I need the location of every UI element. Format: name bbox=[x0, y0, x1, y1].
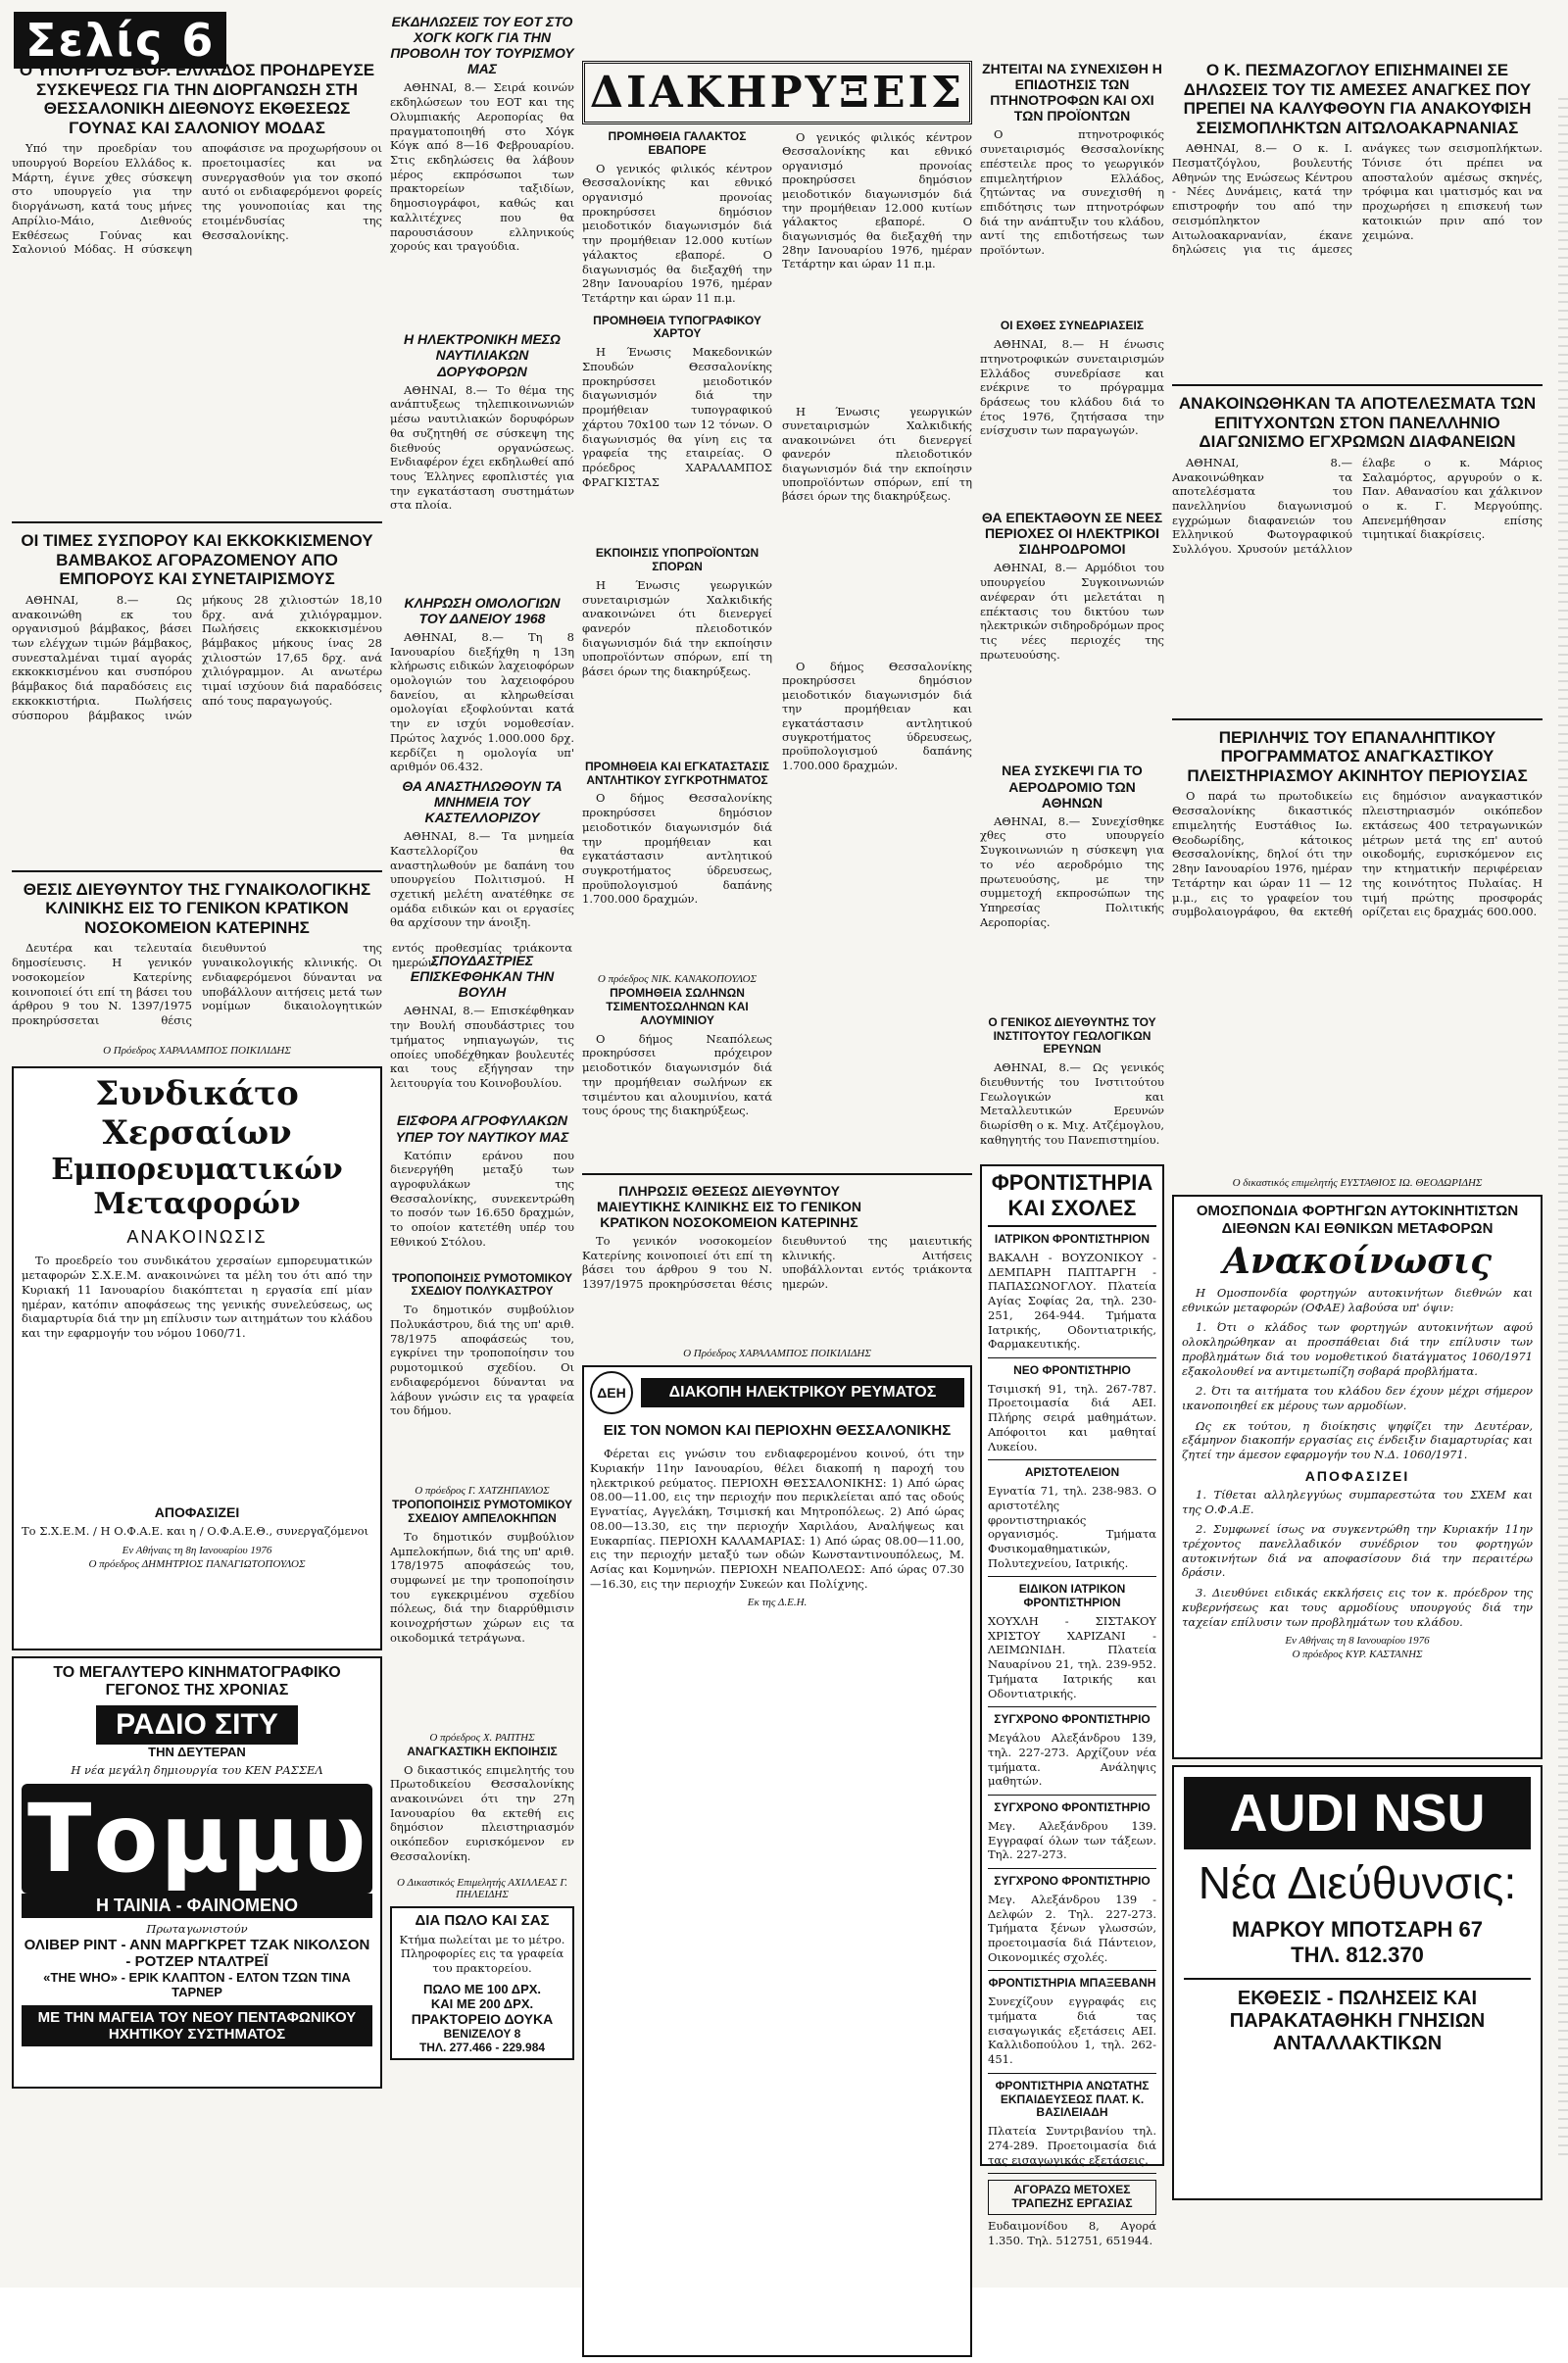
headline: ΘΕΣΙΣ ΔΙΕΥΘΥΝΤΟΥ ΤΗΣ ΓΥΝΑΙΚΟΛΟΓΙΚΗΣ ΚΛΙΝΙΚΗΣ ΕΙΣ ΤΟ ΓΕΝΙΚΟΝ ΚΡΑΤΙΚΟΝ ΝΟΣΟΚΟΜΕΙΟΝ ΚΑΤΕΡΙΝΗΣ bbox=[23, 879, 371, 937]
headline: ΠΛΗΡΩΣΙΣ ΘΕΣΕΩΣ ΔΙΕΥΘΥΝΤΟΥ ΜΑΙΕΥΤΙΚΗΣ ΚΛΙΝΙΚΗΣ ΕΙΣ ΤΟ ΓΕΝΙΚΟΝ ΚΡΑΤΙΚΟΝ ΝΟΣΟΚΟΜΕΙΟΝ ΚΑΤΕΡΙΝΗΣ bbox=[597, 1182, 861, 1230]
school-details: Μεγ. Αλεξάνδρου 139 - Δελφών 2. Τηλ. 227-273. Τμήματα ξένων γλωσσών, προετοιμασία διά Πάντειον, Οικονομικές σχολές. bbox=[988, 1892, 1156, 1964]
headline: ΤΡΟΠΟΠΟΙΗΣΙΣ ΡΥΜΟΤΟΜΙΚΟΥ ΣΧΕΔΙΟΥ ΑΜΠΕΛΟΚΗΠΩΝ bbox=[392, 1498, 572, 1525]
signature: Ο Πρόεδρος ΧΑΡΑΛΑΜΠΟΣ ΠΟΙΚΙΛΙΔΗΣ bbox=[103, 1045, 291, 1058]
outage-signature: Εκ της Δ.Ε.Η. bbox=[747, 1597, 808, 1609]
headline: ΘΑ ΕΠΕΚΤΑΘΟΥΝ ΣΕ ΝΕΕΣ ΠΕΡΙΟΧΕΣ ΟΙ ΗΛΕΚΤΡΙΚΟΙ ΣΙΔΗΡΟΔΡΟΜΟΙ bbox=[981, 510, 1163, 558]
tutoring-schools-ad bbox=[980, 1164, 1164, 2247]
article-body: ΑΘΗΝΑΙ, 8.— Σειρά κοινών εκδηλώσεων του ΕΟΤ και της Ολυμπιακής Αεροπορίας θα πραγματοποιηθή στο Χόγκ Κόγκ από 8—16 Φεβρουαρίου. Στις εκδηλώσεις θα λάβουν μέρος εκπρόσωποι των πρακτορείων ταξιδίων, δημοσιογράφοι, καθώς και καλλιτέχνες που θα παρουσιάσουν ελληνικούς χορούς και τραγούδια. bbox=[390, 80, 574, 254]
article-body: Η Ένωσις γεωργικών συνεταιρισμών Χαλκιδικής ανακοινώνει ότι διενεργεί φανερόν πλειοδοτικόν διαγωνισμόν διά την εκποίησιν υποπροϊόντων σπόρων, επί τη βάσει όρων της διακηρύξεως. bbox=[582, 577, 772, 679]
cast-list: ΟΛΙΒΕΡ ΡΙΝΤ - ΑΝΝ ΜΑΡΓΚΡΕΤ ΤΖΑΚ ΝΙΚΟΛΣΟΝ - ΡΟΤΖΕΡ ΝΤΑΛΤΡΕΪ bbox=[24, 1936, 370, 1970]
article-body: ΑΘΗΝΑΙ, 8.— Τα μνημεία Καστελλορίζου θα αναστηλωθούν με δαπάνη του υπουργείου Πολιτισμού. Η σχετική μελέτη ανατέθηκε σε ομάδα ειδικών και οι εργασίες θα αρχίσουν την άνοιξη. bbox=[390, 829, 574, 930]
section-masthead: ΔΙΑΚΗΡΥΞΕΙΣ bbox=[582, 61, 972, 124]
ad-decision: ΑΠΟΦΑΣΙΖΕΙ bbox=[1304, 1467, 1410, 1484]
ad-tagline: ΓΕΓΟΝΟΣ ΤΗΣ ΧΡΟΝΙΑΣ bbox=[105, 1682, 289, 1699]
school-details: ΧΟΥΧΛΗ - ΣΙΣΤΑΚΟΥ ΧΡΙΣΤΟΥ ΧΑΡΙΖΑΝΙ - ΛΕΙΜΩΝΙΔΗ. Πλατεία Ναυαρίνου 21, τηλ. 239-952. Τμήματα Ιατρικής και Οδοντιατρικής. bbox=[988, 1614, 1156, 1700]
ad-body: 2. Ότι τα αιτήματα του κλάδου δεν έχουν μέχρι σήμερον ικανοποιηθεί εκ μέρους των αρμοδίων. bbox=[1182, 1384, 1533, 1412]
divider bbox=[988, 1868, 1156, 1869]
school-name: ΣΥΓΧΡΟΝΟ ΦΡΟΝΤΙΣΤΗΡΙΟ bbox=[994, 1712, 1151, 1727]
headline: ΟΙ ΤΙΜΕΣ ΣΥΣΠΟΡΟΥ ΚΑΙ ΕΚΚΟΚΚΙΣΜΕΝΟΥ ΒΑΜΒΑΚΟΣ ΑΓΟΡΑΖΟΜΕΝΟΥ ΑΠΟ ΕΜΠΟΡΟΥΣ ΚΑΙ ΣΥΝΕΤΑΙΡΙΣΜΟΥΣ bbox=[21, 531, 373, 589]
cinema-name: ΡΑΔΙΟ ΣΙΤΥ bbox=[96, 1705, 298, 1745]
school-details: Μεγάλου Αλεξάνδρου 139, τηλ. 227-273. Αρχίζουν νέα τμήματα. Ανάληψις μαθητών. bbox=[988, 1731, 1156, 1789]
school-name: ΣΥΓΧΡΟΝΟ ΦΡΟΝΤΙΣΤΗΡΙΟ bbox=[994, 1873, 1151, 1888]
classified-details: Ευδαιμονίδου 8, Αγορά 1.350. Τηλ. 512751, 651944. bbox=[988, 2218, 1156, 2247]
power-outage-notice bbox=[582, 1365, 972, 2357]
declarations-grid bbox=[582, 130, 972, 1165]
article-body: Το δημοτικόν συμβούλιον Αμπελοκήπων, διά της υπ' αριθ. 178/1975 αποφάσεώς του, συμφωνεί με την τροποποίησιν του εγκεκριμένου σχεδίου πόλεως, διά την διαρρύθμισιν κοινοχρήστων χώρων εις τα οικοδομικά τετράγωνα. bbox=[390, 1529, 574, 1645]
ad-title: ΦΡΟΝΤΙΣΤΗΡΙΑ ΚΑΙ ΣΧΟΛΕΣ bbox=[988, 1170, 1156, 1227]
dei-logo: ΔΕΗ bbox=[590, 1371, 633, 1414]
ad-subtitle: ΑΝΑΚΟΙΝΩΣΙΣ bbox=[126, 1227, 268, 1248]
signature: Ο Πρόεδρος ΧΑΡΑΛΑΜΠΟΣ ΠΟΙΚΙΛΙΔΗΣ bbox=[683, 1348, 871, 1360]
article-body: Ο γενικός φιλικός κέντρον Θεσσαλονίκης και εθνικό οργανισμό προνοίας προκηρύσσει δημόσιον μειοδοτικόν διαγωνισμόν διά την προμήθειαν 12.000 κυτίων γάλακτος εβαπορέ. Ο διαγωνισμός θα διεξαχθή την 28ην Ιανουαρίου 1976, ημέραν Τετάρτην και ώραν 11 π.μ. bbox=[582, 161, 772, 306]
headline: ΠΡΟΜΗΘΕΙΑ ΚΑΙ ΕΓΚΑΤΑΣΤΑΣΙΣ ΑΝΤΛΗΤΙΚΟΥ ΣΥΓΚΡΟΤΗΜΑΤΟΣ bbox=[584, 759, 770, 787]
divider bbox=[988, 1795, 1156, 1796]
ad-day: ΤΗΝ ΔΕΥΤΕΡΑΝ bbox=[148, 1745, 246, 1760]
headline: ΠΡΟΜΗΘΕΙΑ ΤΥΠΟΓΡΑΦΙΚΟΥ ΧΑΡΤΟΥ bbox=[593, 313, 761, 341]
ad-address: ΜΑΡΚΟΥ ΜΠΟΤΣΑΡΗ 67 bbox=[1231, 1916, 1484, 1942]
page-number: Σελίς 6 bbox=[14, 12, 226, 69]
ad-services: ΕΚΘΕΣΙΣ - ΠΩΛΗΣΕΙΣ ΚΑΙ ΠΑΡΑΚΑΤΑΘΗΚΗ ΓΝΗΣΙΩΝ ΑΝΤΑΛΛΑΚΤΙΚΩΝ bbox=[1184, 1978, 1531, 2055]
ad-address: ΒΕΝΙΖΕΛΟΥ 8 bbox=[443, 2026, 521, 2041]
article-body: Ο πτηνοτροφικός συνεταιρισμός Θεσσαλονίκης επέστειλε προς το γεωργικόν επιμελητήριον Ελλάδος, ζητώντας να συνεχισθή η επιδότησις των πτηνοτρόφων διά την ανάπτυξιν του κλάδου, αντί της επιδοτήσεως των προϊόντων. bbox=[980, 127, 1164, 258]
divider bbox=[988, 2173, 1156, 2174]
article-body: ΑΘΗΝΑΙ, 8.— Τη 8 Ιανουαρίου διεξήχθη η 13η κλήρωσις ειδικών λαχειοφόρων ομολογιών του λαχειοφόρου δανείου, αι κληρωθείσαι ομολογίαι εξοφλούνται κατά την εν ισχύι νομοθεσίαν. Πρώτος λαχνός 1.000.000 δρχ. κερδίζει η ομολογία υπ' αριθμόν 06.432. bbox=[390, 629, 574, 774]
headline: ΠΡΟΜΗΘΕΙΑ ΣΩΛΗΝΩΝ ΤΣΙΜΕΝΤΟΣΩΛΗΝΩΝ ΚΑΙ ΑΛΟΥΜΙΝΙΟΥ bbox=[606, 986, 749, 1027]
ad-price: ΚΑΙ ΜΕ 200 ΔΡΧ. bbox=[430, 1995, 534, 2011]
union-announcement-ad bbox=[12, 1066, 382, 1650]
article-body: ΑΘΗΝΑΙ, 8.— Ως ανακοινώθη εκ του οργανισμού βάμβακος, βάσει των ελέγχων τιμών βάμβακος, συνεσταλμέναι τιμαί αγοράς εκκοκκισμένου και συσπόρου βάμβακος διά παραδόσεις εις εκκοκκιστήρια. Πωλήσεις σύσπορου βάμβακος ινών μήκους 28 χιλιοστών 18,10 δρχ. ανά χιλιόγραμμον. Πωλήσεις εκκοκκισμένου βάμβακος μήκους ίνας 28 χιλιοστών 17,65 δρχ. ανά χιλιόγραμμον. Αι ανωτέρω τιμαί ισχύουν διά παραδόσεις από τους παραγωγούς. bbox=[12, 592, 382, 722]
article-body: ΑΘΗΝΑΙ, 8.— Ως γενικός διευθυντής του Ινστιτούτου Γεωλογικών και Μεταλλευτικών Ερευνών διωρίσθη ο κ. Μιχ. Ατζέμογλου, καθηγητής του Πανεπιστημίου. bbox=[980, 1060, 1164, 1147]
headline: ΑΝΑΚΟΙΝΩΘΗΚΑΝ ΤΑ ΑΠΟΤΕΛΕΣΜΑΤΑ ΤΩΝ ΕΠΙΤΥΧΟΝΤΩΝ ΣΤΟΝ ΠΑΝΕΛΛΗΝΙΟ ΔΙΑΓΩΝΙΣΜΟ ΕΓΧΡΩΜΩΝ ΔΙΑΦΑΝΕΙΩΝ bbox=[1178, 394, 1537, 452]
audi-nsu-ad bbox=[1172, 1765, 1543, 2200]
school-details: Συνεχίζουν εγγραφάς εις τμήματα διά τας εισαγωγικάς εξετάσεις ΑΕΙ. Καλλιδοπούλου 1, τηλ. 262-451. bbox=[988, 1994, 1156, 2067]
ad-tagline: ΤΟ ΜΕΓΑΛΥΤΕΡΟ ΚΙΝΗΜΑΤΟΓΡΑΦΙΚΟ bbox=[53, 1664, 341, 1682]
movie-title: Τομμυ bbox=[22, 1784, 372, 1894]
ad-headline: Νέα Διεύθυνσις: bbox=[1198, 1857, 1517, 1909]
ad-signature: Ο πρόεδρος ΚΥΡ. ΚΑΣΤΑΝΗΣ bbox=[1292, 1649, 1423, 1661]
article-body: ΑΘΗΝΑΙ, 8.— Επισκέφθηκαν την Βουλή σπουδάστριες του τμήματος νηπιαγωγών, τις οποίες υποδέχθηκαν βουλευτές και τους εξήγησαν την λειτουργία του Κοινοβουλίου. bbox=[390, 1004, 574, 1090]
signature: Ο πρόεδρος Γ. ΧΑΤΖΗΠΑΥΛΟΣ bbox=[415, 1485, 550, 1498]
ad-body: 2. Συμφωνεί ίσως να συγκεντρώθη την Κυριακήν 11ην τρέχοντος πανελλαδικόν συνέδριον του φορτηγών αυτοκινήτων διά να αποφασίσουν διά την περαιτέρω δράσιν. bbox=[1182, 1522, 1533, 1580]
article-body: Ο δικαστικός επιμελητής του Πρωτοδικείου Θεσσαλονίκης ανακοινώνει ότι την 27η Ιανουαρίου θα εκτεθή εις δημόσιον πλειστηριασμόν οικόπεδον ευρισκόμενον εν Θεσσαλονίκη. bbox=[390, 1762, 574, 1863]
ad-body: Το προεδρείο του συνδικάτου χερσαίων εμπορευματικών μεταφορών Σ.Χ.Ε.Μ. ανακοινώνει τα μέλη του ότι από την Κυριακή 11 Ιανουαρίου διακόπτεται η εργασία επί μίαν ημέραν, κατόπιν αποφάσεως της γενικής συνελεύσεως, ως διαμαρτυρία διά την μη επίλυσιν των αιτημάτων του κλάδου και την εφαρμογήν του νόμου 1060/71. bbox=[22, 1254, 372, 1341]
ad-title: Συνδικάτο Χερσαίων bbox=[95, 1074, 299, 1154]
ad-date: Εν Αθήναις τη 8 Ιανουαρίου 1976 bbox=[1285, 1635, 1430, 1648]
column-4 bbox=[980, 61, 1164, 2247]
ad-body: 1. Τίθεται αλληλεγγύως συμπαρεστώτα του ΣΧΕΜ και της Ο.Φ.Α.Ε. bbox=[1182, 1487, 1533, 1516]
signature: Ο πρόεδρος ΝΙΚ. ΚΑΝΑΚΟΠΟΥΛΟΣ bbox=[597, 973, 758, 986]
ad-subtitle: Ανακοίνωσις bbox=[1222, 1240, 1493, 1282]
school-name: ΙΑΤΡΙΚΟΝ ΦΡΟΝΤΙΣΤΗΡΙΟΝ bbox=[994, 1232, 1151, 1247]
article-body-continued: Ο δήμος Θεσσαλονίκης προκηρύσσει δημόσιον μειοδοτικόν διαγωνισμόν διά την προμήθειαν και εγκατάστασιν αντλητικού συγκροτήματος ύδρευσεως, προϋπολογισμού δαπάνης 1.700.000 δραχμών. bbox=[782, 660, 972, 772]
ad-body: 1. Ότι ο κλάδος των φορτηγών αυτοκινήτων αφού ολοκληρώθηκαν αι προσπάθειαι διά την επίλυσιν των προβλημάτων διά του νομοθετικού διατάγματος 1060/1971 εξακολουθεί να αντιμετωπίζη σοβαρά προβλήματα. bbox=[1182, 1320, 1533, 1378]
article-body: Κατόπιν εράνου που διενεργήθη μεταξύ των αγροφυλάκων της Θεσσαλονίκης, συνεκεντρώθη το ποσόν των 16.650 δραχμών, το οποίον κατετέθη υπέρ του Εθνικού Στόλου. bbox=[390, 1148, 574, 1249]
divider bbox=[988, 1576, 1156, 1577]
outage-header bbox=[590, 1371, 964, 1414]
ad-title: ΔΙΑ ΠΩΛΟ ΚΑΙ ΣΑΣ bbox=[415, 1911, 550, 1929]
article-body: ΑΘΗΝΑΙ, 8.— Ο κ. Ι. Πεσματζόγλου, βουλευτής Αθηνών της Ενώσεως Κέντρου - Νέες Δυνάμεις, κατά την επιστροφήν του από την σεισμόπληκτον Αιτωλοακαρνανίαν, έκανε δηλώσεις για τις άμεσες ανάγκες των σεισμοπλήκτων. Τόνισε ότι πρέπει να αποσταλούν αμέσως σκηνές, τρόφιμα και ιματισμός και να προχωρήσει η επισκευή των κατοικιών πριν από τον χειμώνα. bbox=[1172, 141, 1543, 257]
school-name: ΑΡΙΣΤΟΤΕΛΕΙΟΝ bbox=[1024, 1465, 1120, 1480]
article-body: ΑΘΗΝΑΙ, 8.— Αρμόδιοι του υπουργείου Συγκοινωνιών ανέφεραν ότι μελετάται η επέκτασις του δικτύου των ηλεκτρικών σιδηροδρόμων προς τις νέες περιοχές της πρωτευούσης. bbox=[980, 561, 1164, 662]
school-details: ΒΑΚΑΛΗ - ΒΟΥΖΟΝΙΚΟΥ - ΔΕΜΠΑΡΗ ΠΑΠΤΑΡΓΗ - ΠΑΠΑΣΩΝΟΓΛΟΥ. Πλατεία Αγίας Σοφίας 2α, τηλ. 230-251, 264-944. Τμήματα Ιατρικής, Οδοντιατρικής, Φαρμακευτικής. bbox=[988, 1250, 1156, 1352]
headline: ΤΡΟΠΟΠΟΙΗΣΙΣ ΡΥΜΟΤΟΜΙΚΟΥ ΣΧΕΔΙΟΥ ΠΟΛΥΚΑΣΤΡΟΥ bbox=[392, 1270, 572, 1299]
school-name: ΦΡΟΝΤΙΣΤΗΡΙΑ ΜΠΑΞΕΒΑΝΗ bbox=[988, 1976, 1156, 1991]
school-details: Μεγ. Αλεξάνδρου 139. Εγγραφαί όλων των τάξεων. Τηλ. 227-273. bbox=[988, 1818, 1156, 1862]
article-body: Ο παρά τω πρωτοδικείω Θεσσαλονίκης δικαστικός επιμελητής Ευστάθιος Ιω. Θεοδωρίδης, κάτοικος Θεσσαλονίκης, δηλοί ότι την 28ην Ιανουαρίου 1976, ημέραν Τετάρτην και ώραν 11 — 12 μ.μ., εις το γραφείον του συμβολαιογράφου, θα εκτεθή εις δημόσιον αναγκαστικόν πλειστηριασμόν οικόπεδον εκτάσεως 400 τετραγωνικών μέτρων μετά της επ' αυτού οικοδομής, ευρισκόμενον εις την κτηματικήν περιφέρειαν της κοινότητος Πυλαίας. Η τιμή πρώτης προσφοράς ορίζεται εις δραχμάς 600.000. bbox=[1172, 789, 1543, 919]
divider bbox=[12, 521, 382, 523]
ad-title: ΟΜΟΣΠΟΝΔΙΑ ΦΟΡΤΗΓΩΝ ΑΥΤΟΚΙΝΗΤΙΣΤΩΝ ΔΙΕΘΝΩΝ ΚΑΙ ΕΘΝΙΚΩΝ ΜΕΤΑΦΟΡΩΝ bbox=[1196, 1203, 1519, 1237]
school-name: ΕΙΔΙΚΟΝ ΙΑΤΡΙΚΟΝ ΦΡΟΝΤΙΣΤΗΡΙΟΝ bbox=[1018, 1582, 1126, 1610]
headline: ΑΝΑΓΚΑΣΤΙΚΗ ΕΚΠΟΙΗΣΙΣ bbox=[407, 1744, 558, 1758]
school-name: ΣΥΓΧΡΟΝΟ ΦΡΟΝΤΙΣΤΗΡΙΟ bbox=[994, 1800, 1151, 1815]
declarations-subcol-a bbox=[582, 130, 772, 1165]
ad-price: ΠΩΛΟ ΜΕ 100 ΔΡΧ. bbox=[422, 1981, 542, 1996]
headline: ΠΕΡΙΛΗΨΙΣ ΤΟΥ ΕΠΑΝΑΛΗΠΤΙΚΟΥ ΠΡΟΓΡΑΜΜΑΤΟΣ ΑΝΑΓΚΑΣΤΙΚΟΥ ΠΛΕΙΣΤΗΡΙΑΣΜΟΥ ΑΚΙΝΗΤΟΥ ΠΕΡΙΟΥΣΙΑΣ bbox=[1187, 727, 1528, 785]
headline: ΣΠΟΥΔΑΣΤΡΙΕΣ ΕΠΙΣΚΕΦΘΗΚΑΝ ΤΗΝ ΒΟΥΛΗ bbox=[410, 953, 555, 1001]
margin-edge bbox=[1558, 98, 1568, 2156]
ad-decision: ΑΠΟΦΑΣΙΖΕΙ bbox=[154, 1504, 240, 1521]
school-name: ΝΕΟ ΦΡΟΝΤΙΣΤΗΡΙΟ bbox=[1013, 1362, 1131, 1377]
article-body: ΑΘΗΝΑΙ, 8.— Το θέμα της ανάπτυξεως τηλεπικοινωνιών μέσω ναυτιλιακών δορυφόρων θα συζητηθή σε σύσκεψη της διεθνούς οργανώσεως. Ενδιαφέρον έχει εκδηλωθεί από τους Έλληνες εφοπλιστές για την εγκατάσταση συστημάτων στα πλοία. bbox=[390, 382, 574, 513]
ad-date: Εν Αθήναις τη 8η Ιανουαρίου 1976 bbox=[122, 1545, 272, 1557]
article-body: Η Ένωσις Μακεδονικών Σπουδών Θεσσαλονίκης προκηρύσσει μειοδοτικόν διαγωνισμόν διά την προμήθειαν τυπογραφικού χάρτου 70x100 των 12 τόνων. Ο διαγωνισμός θα γίνη εις τα γραφεία της εταιρείας. Ο πρόεδρος ΧΑΡΑΛΑΜΠΟΣ ΦΡΑΓΚΙΣΤΑΣ bbox=[582, 345, 772, 489]
ad-body: 3. Διευθύνει ειδικάς εκκλήσεις εις τον κ. πρόεδρον της κυβερνήσεως και τους αρμοδίους υπουργούς διά την ταχείαν επίλυσιν των προβλημάτων του κλάδου. bbox=[1182, 1586, 1533, 1629]
article-body-continued: Η Ένωσις γεωργικών συνεταιρισμών Χαλκιδικής ανακοινώνει ότι διενεργεί φανερόν πλειοδοτικόν διαγωνισμόν διά την εκποίησιν υποπροϊόντων σπόρων, επί τη βάσει όρων της διακηρύξεως. bbox=[782, 405, 972, 504]
outage-banner: ΔΙΑΚΟΠΗ ΗΛΕΚΤΡΙΚΟΥ ΡΕΥΜΑΤΟΣ bbox=[641, 1378, 964, 1407]
article-body: ΑΘΗΝΑΙ, 8.— Συνεχίσθηκε χθες στο υπουργείο Συγκοινωνιών η σύσκεψη για το νέο αεροδρόμιο της πρωτευούσης, με την συμμετοχή εκπροσώπων της Υπηρεσίας Πολιτικής Αεροπορίας. bbox=[980, 813, 1164, 929]
divider bbox=[988, 1706, 1156, 1707]
column-5 bbox=[1172, 61, 1543, 2206]
ad-signature: Ο πρόεδρος ΔΗΜΗΤΡΙΟΣ ΠΑΝΑΓΙΩΤΟΠΟΥΛΟΣ bbox=[88, 1558, 306, 1571]
article-body: Ο δήμος Νεαπόλεως προκηρύσσει πρόχειρον μειοδοτικόν διαγωνισμόν διά την προμήθειαν σωλήνων εκ τσιμέντου και αλουμινίου, κατά τους όρους της διακηρύξεως. bbox=[582, 1031, 772, 1118]
signature: Ο Δικαστικός Επιμελητής ΑΧΙΛΛΕΑΣ Γ. ΠΗΛΕΙΔΗΣ bbox=[397, 1876, 567, 1900]
article-body: Το δημοτικόν συμβούλιον Πολυκάστρου, διά της υπ' αριθ. 78/1975 αποφάσεώς του, εγκρίνει την τροποποίησιν του ρυμοτομικού σχεδίου. Οι ενδιαφερόμενοι δύνανται να λάβουν γνώσιν εις τα γραφεία του δήμου. bbox=[390, 1303, 574, 1418]
movie-desc: Η ΤΑΙΝΙΑ - ΦΑΙΝΟΜΕΝΟ bbox=[22, 1894, 372, 1918]
headline: ΝΕΑ ΣΥΣΚΕΨΙ ΓΙΑ ΤΟ ΑΕΡΟΔΡΟΜΙΟ ΤΩΝ ΑΘΗΝΩΝ bbox=[1002, 763, 1143, 811]
headline: Ο ΓΕΝΙΚΟΣ ΔΙΕΥΘΥΝΤΗΣ ΤΟΥ ΙΝΣΤΙΤΟΥΤΟΥ ΓΕΩΛΟΓΙΚΩΝ ΕΡΕΥΝΩΝ bbox=[988, 1014, 1156, 1057]
ad-phone: ΤΗΛ. 277.466 - 229.984 bbox=[418, 2040, 546, 2054]
article-body-continued: Ο γενικός φιλικός κέντρον Θεσσαλονίκης και εθνικό οργανισμό προνοίας προκηρύσσει δημόσιον μειοδοτικόν διαγωνισμόν διά την προμήθειαν 12.000 κυτίων γάλακτος εβαπορέ. Ο διαγωνισμός θα διεξαχθή την 28ην Ιανουαρίου 1976, ημέραν Τετάρτην και ώραν 11 π.μ. bbox=[782, 130, 972, 271]
school-details: Εγνατία 71, τηλ. 238-983. Ο αριστοτέλης φροντιστηριακός οργανισμός. Τμήματα Φυσικομαθηματικών, Πολυτεχνείου, Ιατρικής. bbox=[988, 1484, 1156, 1570]
headline: ΚΛΗΡΩΣΗ ΟΜΟΛΟΓΙΩΝ ΤΟΥ ΔΑΝΕΙΟΥ 1968 bbox=[404, 594, 561, 626]
divider bbox=[582, 1173, 972, 1175]
divider bbox=[1172, 718, 1543, 720]
headline: Ο Κ. ΠΕΣΜΑΖΟΓΛΟΥ ΕΠΙΣΗΜΑΙΝΕΙ ΣΕ ΔΗΛΩΣΕΙΣ ΤΟΥ ΤΙΣ ΑΜΕΣΕΣ ΑΝΑΓΚΕΣ ΠΟΥ ΠΡΕΠΕΙ ΝΑ ΚΑΛΥΦΘΟΥΝ ΓΙΑ ΑΝΑΚΟΥΦΙΣΗ ΣΕΙΣΜΟΠΛΗΚΤΩΝ ΑΙΤΩΛΟΑΚΑΡΝΑΝΙΑΣ bbox=[1183, 61, 1532, 137]
school-name: ΦΡΟΝΤΙΣΤΗΡΙΑ ΑΝΩΤΑΤΗΣ ΕΚΠΑΙΔΕΥΣΕΩΣ ΠΛΑΤ. Κ. ΒΑΣΙΛΕΙΑΔΗ bbox=[995, 2078, 1150, 2120]
headline: ΠΡΟΜΗΘΕΙΑ ΓΑΛΑΚΤΟΣ ΕΒΑΠΟΡΕ bbox=[608, 129, 747, 157]
headline: Ο ΥΠΟΥΡΓΟΣ ΒΟΡ. ΕΛΛΑΔΟΣ ΠΡΟΗΔΡΕΥΣΕ ΣΥΣΚΕΨΕΩΣ ΓΙΑ ΤΗΝ ΔΙΟΡΓΑΝΩΣΗ ΣΤΗ ΘΕΣΣΑΛΟΝΙΚΗ ΔΙΕΘΝΟΥΣ ΕΚΘΕΣΕΩΣ ΓΟΥΝΑΣ ΚΑΙ ΣΑΛΟΝΙΟΥ ΜΟΔΑΣ bbox=[19, 61, 375, 137]
truckers-federation-ad bbox=[1172, 1195, 1543, 1759]
cast-label: Πρωταγωνιστούν bbox=[146, 1922, 248, 1937]
ad-title: Εμπορευματικών Μεταφορών bbox=[51, 1153, 343, 1222]
classified-title: ΑΓΟΡΑΖΩ ΜΕΤΟΧΕΣ ΤΡΑΠΕΖΗΣ ΕΡΓΑΣΙΑΣ bbox=[988, 2180, 1156, 2215]
sound-footer: ΜΕ ΤΗΝ ΜΑΓΕΙΑ ΤΟΥ ΝΕΟΥ ΠΕΝΤΑΦΩΝΙΚΟΥ ΗΧΗΤΙΚΟΥ ΣΥΣΤΗΜΑΤΟΣ bbox=[22, 2005, 372, 2046]
headline: ΕΙΣΦΟΡΑ ΑΓΡΟΦΥΛΑΚΩΝ ΥΠΕΡ ΤΟΥ ΝΑΥΤΙΚΟΥ ΜΑΣ bbox=[395, 1112, 569, 1145]
article-body: Ο δήμος Θεσσαλονίκης προκηρύσσει δημόσιον μειοδοτικόν διαγωνισμόν διά την προμήθειαν και εγκατάστασιν αντλητικού συγκροτήματος ύδρευσεως, προϋπολογισμού δαπάνης 1.700.000 δραχμών. bbox=[582, 791, 772, 907]
ad-parties: Το Σ.Χ.Ε.Μ. / Η Ο.Φ.Α.Ε. και η / Ο.Φ.Α.Ε.Θ., συνεργαζόμενοι bbox=[22, 1524, 369, 1539]
divider bbox=[988, 1357, 1156, 1358]
article-body: Υπό την προεδρίαν του υπουργού Βορείου Ελλάδος κ. Μάρτη, έγινε χθες σύσκεψη στο υπουργείο για την διοργάνωση, κατά τους μήνες Απρίλιο-Μάιο, Διεθνούς Εκθέσεως Γούνας και Σαλονιού Μόδας. Η σύσκεψη αποφάσισε να προχωρήσουν οι προετοιμασίες και να συνεργασθούν για τον σκοπό αυτό οι ενδιαφερόμενοι φορείς της γουνοποιίας και της ετοιμένδυσίας της Θεσσαλονίκης. bbox=[12, 141, 382, 257]
article-body: Το γενικόν νοσοκομείον Κατερίνης κοινοποιεί ότι επί τη βάσει του άρθρου 9 του Ν. 1397/1975 προκηρύσσεται θέσις διευθυντού της μαιευτικής κλινικής. Αιτήσεις υποβάλλονται εντός τριάκοντα ημερών. bbox=[582, 1234, 972, 1292]
outage-body: Φέρεται εις γνώσιν του ενδιαφερομένου κοινού, ότι την Κυριακήν 11ην Ιανουαρίου, θέλει διακοπή η παροχή του ηλεκτρικού ρεύματος. ΠΕΡΙΟΧΗ ΘΕΣΣΑΛΟΝΙΚΗΣ: 1) Από ώρας 08.00—11.00, εις την περιοχήν που περικλείεται από τας οδούς Εγνατίας, Αγγελάκη, Τσιμισκή και Μητροπόλεως. 2) Από ώρας 08.00—13.30, εις την περιοχήν Χαριλάου, Αναλήψεως και Ευκαρπίας. ΠΕΡΙΟΧΗ ΚΑΛΑΜΑΡΙΑΣ: 1) Από ώρας 08.00—11.00, εις την περιοχήν μεταξύ των οδών Κωνσταντινουπόλεως, Μ. Ασίας και Κομνηνών. ΠΕΡΙΟΧΗ ΝΕΑΠΟΛΕΩΣ: Από ώρας 07.30—16.30, εις την περιοχήν Συκεών και Πολίχνης. bbox=[590, 1447, 964, 1591]
cast-list: «THE WHO» - ΕΡΙΚ ΚΛΑΠΤΟΝ - ΕΛΤΟΝ ΤΖΩΝ ΤΙΝΑ ΤΑΡΝΕΡ bbox=[43, 1969, 351, 1999]
divider bbox=[12, 870, 382, 872]
divider bbox=[988, 1459, 1156, 1460]
signature: Ο πρόεδρος Χ. ΡΑΠΤΗΣ bbox=[429, 1731, 535, 1744]
column-2 bbox=[390, 14, 574, 2066]
brand-logo: AUDI NSU bbox=[1184, 1777, 1531, 1849]
subheading: ΟΙ ΕΧΘΕΣ ΣΥΝΕΔΡΙΑΣΕΙΣ bbox=[1000, 319, 1145, 333]
article-body: ΑΘΗΝΑΙ, 8.— Ανακοινώθηκαν τα αποτελέσματα του πανελληνίου διαγωνισμού εγχρώμων διαφανειών του Ελληνικού Φωτογραφικού Συλλόγου. Χρυσούν μετάλλιον έλαβε ο κ. Μάριος Σαλαμόρτος, αργυρούν ο κ. Παν. Αθανασίου και χάλκινον ο κ. Γ. Μεργούπης. Απενεμήθησαν επίσης τιμητικαί διακρίσεις. bbox=[1172, 455, 1543, 557]
headline: Η ΗΛΕΚΤΡΟΝΙΚΗ ΜΕΣΩ ΝΑΥΤΙΛΙΑΚΩΝ ΔΟΡΥΦΟΡΩΝ bbox=[404, 331, 561, 379]
outage-title: ΕΙΣ ΤΟΝ ΝΟΜΟΝ ΚΑΙ ΠΕΡΙΟΧΗΝ ΘΕΣΣΑΛΟΝΙΚΗΣ bbox=[603, 1422, 952, 1440]
school-details: Πλατεία Συντριβανίου τηλ. 274-289. Προετοιμασία διά τας εισαγωγικάς εξετάσεις. bbox=[988, 2124, 1156, 2167]
headline: ΘΑ ΑΝΑΣΤΗΛΩΘΟΥΝ ΤΑ ΜΝΗΜΕΙΑ ΤΟΥ ΚΑΣΤΕΛΛΟΡΙΖΟΥ bbox=[402, 777, 563, 826]
ad-body: Κτήμα πωλείται με το μέτρο. Πληροφορίες εις τα γραφεία του πρακτορείου. bbox=[399, 1932, 565, 1976]
land-sale-ad bbox=[390, 1906, 574, 2060]
column-3 bbox=[582, 61, 972, 2363]
headline: ΕΚΔΗΛΩΣΕΙΣ ΤΟΥ ΕΟΤ ΣΤΟ ΧΟΓΚ ΚΟΓΚ ΓΙΑ ΤΗΝ ΠΡΟΒΟΛΗ ΤΟΥ ΤΟΥΡΙΣΜΟΥ ΜΑΣ bbox=[390, 14, 574, 77]
movie-ad bbox=[12, 1656, 382, 2089]
school-details: Τσιμισκή 91, τηλ. 267-787. Προετοιμασία διά ΑΕΙ. Πλήρης σειρά μαθημάτων. Απόφοιτοι και μαθηταί Λυκείου. bbox=[988, 1381, 1156, 1453]
headline: ΕΚΠΟΙΗΣΙΣ ΥΠΟΠΡΟΪΟΝΤΩΝ ΣΠΟΡΩΝ bbox=[595, 546, 760, 573]
ad-producer: Η νέα μεγάλη δημιουργία του ΚΕΝ ΡΑΣΣΕΛ bbox=[71, 1763, 323, 1778]
headline: ΖΗΤΕΙΤΑΙ ΝΑ ΣΥΝΕΧΙΣΘΗ Η ΕΠΙΔΟΤΗΣΙΣ ΤΩΝ ΠΤΗΝΟΤΡΟΦΩΝ ΚΑΙ ΟΧΙ ΤΩΝ ΠΡΟΪΟΝΤΩΝ bbox=[982, 61, 1162, 124]
ad-body: Η Ομοσπονδία φορτηγών αυτοκινήτων διεθνών και εθνικών μεταφορών (ΟΦΑΕ) λαβούσα υπ' όψιν: bbox=[1182, 1285, 1533, 1314]
article-body: Δευτέρα και τελευταία δημοσίευσις. Η γενικόν νοσοκομείον Κατερίνης κοινοποιεί ότι επί τη βάσει του άρθρου 9 του Ν. 1397/1975 προκηρύσσεται θέσις διευθυντού της γυναικολογικής κλινικής. Οι ενδιαφερόμενοι δύνανται να υποβάλλουν αιτήσεις μετά των νομίμων δικαιολογητικών εντός προθεσμίας τριάκοντα ημερών. bbox=[12, 941, 572, 1028]
signature: Ο δικαστικός επιμελητής ΕΥΣΤΑΘΙΟΣ ΙΩ. ΘΕΟΔΩΡΙΔΗΣ bbox=[1232, 1177, 1483, 1190]
divider bbox=[988, 1970, 1156, 1971]
ad-phone: ΤΗΛ. 812.370 bbox=[1291, 1942, 1424, 1967]
article-body: ΑΘΗΝΑΙ, 8.— Η ένωσις πτηνοτροφικών συνεταιρισμών Ελλάδος συνεδρίασε και ενέκρινε το πρόγραμμα δράσεως του κλάδου διά το έτος 1976, ζητήσασα την ενίσχυσιν των παραγωγών. bbox=[980, 337, 1164, 438]
divider bbox=[1172, 384, 1543, 386]
declarations-subcol-b bbox=[782, 130, 972, 1165]
ad-body: Ως εκ τούτου, η διοίκησις ψηφίζει την Δευτέραν, εξάμηνον διακοπήν εργασίας εις ένδειξιν διαμαρτυρίας και ζητεί την άμεσον εφαρμογήν του Ν.Δ. 1060/1971. bbox=[1182, 1418, 1533, 1462]
divider bbox=[988, 2073, 1156, 2074]
ad-office: ΠΡΑΚΤΟΡΕΙΟ ΔΟΥΚΑ bbox=[411, 2010, 554, 2027]
